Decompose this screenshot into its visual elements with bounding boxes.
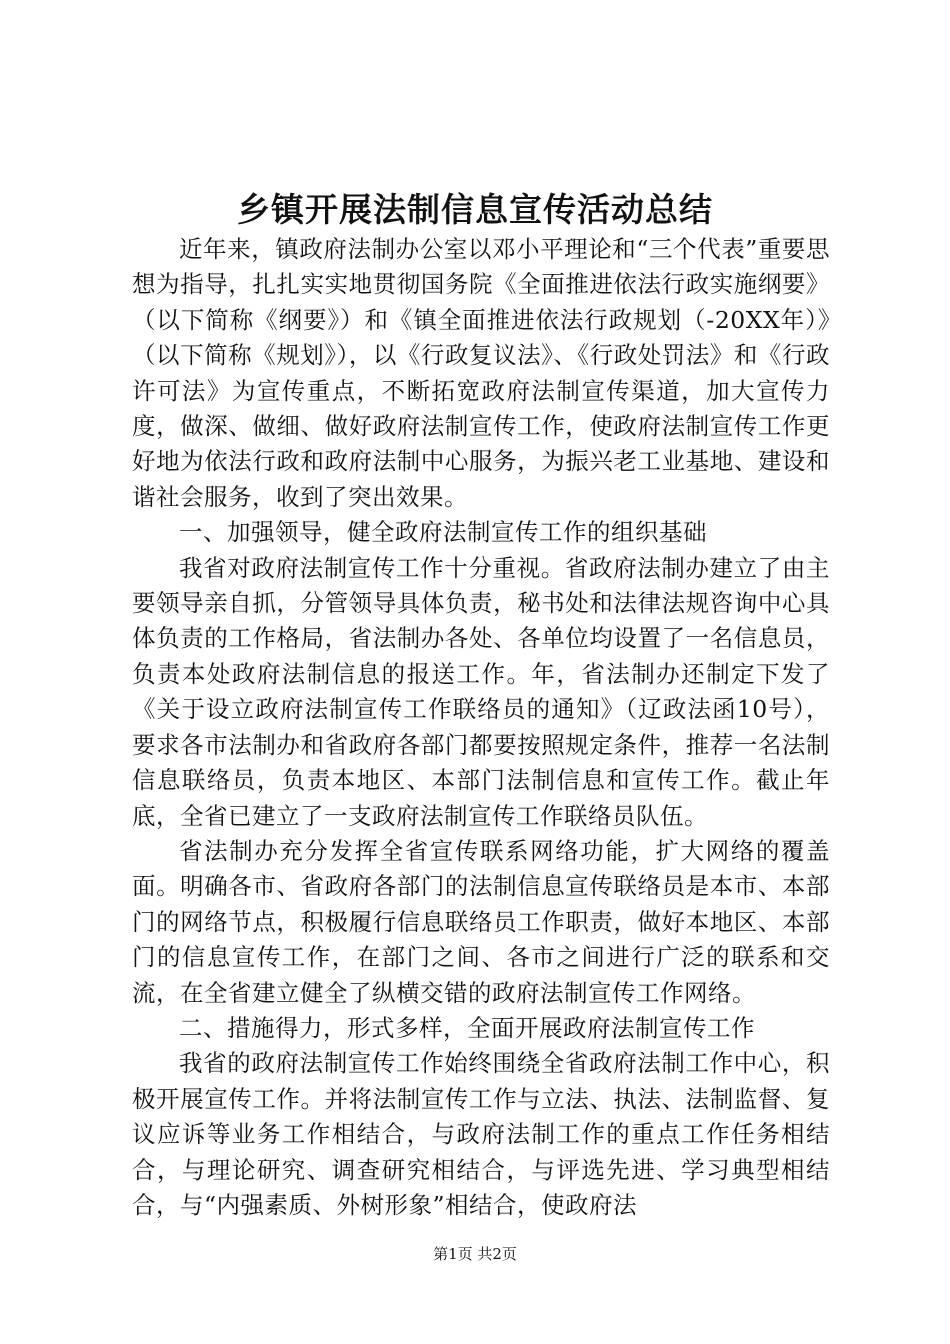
paragraph-section-1-b: 省法制办充分发挥全省宣传联系网络功能，扩大网络的覆盖面。明确各市、省政府各部门的法制信息宣传联络员是本市、本部门的网络节点，积极履行信息联络员工作职责，做好本地区、本部门的信息宣传工作，在部门之间、各市之间进行广泛的联系和交流，在全省建立健全了纵横交错的政府法制宣传工作网络。 — [132, 836, 830, 1007]
paragraph-section-2-a: 我省的政府法制宣传工作始终围绕全省政府法制工作中心，积极开展宣传工作。并将法制宣传工作与立法、执法、法制监督、复议应诉等业务工作相结合，与政府法制工作的重点工作任务相结合，与理论研究、调查研究相结合，与评选先进、学习典型相结合，与“内强素质、外树形象”相结合，使政府法 — [132, 1049, 830, 1219]
section-heading-2: 二、措施得力，形式多样，全面开展政府法制宣传工作 — [179, 1013, 755, 1042]
section-heading-1: 一、加强领导，健全政府法制宣传工作的组织基础 — [179, 518, 707, 547]
page-number-footer: 第1页 共2页 — [433, 1245, 517, 1263]
paragraph-intro: 近年来，镇政府法制办公室以邓小平理论和“三个代表”重要思想为指导，扎扎实实地贯彻国务院《全面推进依法行政实施纲要》（以下简称《纲要》）和《镇全面推进依法行政规划（-20XX年）》（以下简称《规划》），以《行政复议法》、《行政处罚法》和《行政许可法》为宣传重点，不断拓宽政府法制宣传渠道，加大宣传力度，做深、做细、做好政府法制宣传工作，使政府法制宣传工作更好地为依法行政和政府法制中心服务，为振兴老工业基地、建设和谐社会服务，收到了突出效果。 — [132, 235, 830, 511]
paragraph-section-1-a: 我省对政府法制宣传工作十分重视。省政府法制办建立了由主要领导亲自抓，分管领导具体负责，秘书处和法律法规咨询中心具体负责的工作格局，省法制办各处、各单位均设置了一名信息员，负责本处政府法制信息的报送工作。年，省法制办还制定下发了《关于设立政府法制宣传工作联络员的通知》（辽政法函10号），要求各市法制办和省政府各部门都要按照规定条件，推荐一名法制信息联络员，负责本地区、本部门法制信息和宣传工作。截止年底，全省已建立了一支政府法制宣传工作联络员队伍。 — [132, 553, 830, 830]
document-title: 乡镇开展法制信息宣传活动总结 — [237, 190, 713, 229]
document-body — [132, 232, 830, 1223]
